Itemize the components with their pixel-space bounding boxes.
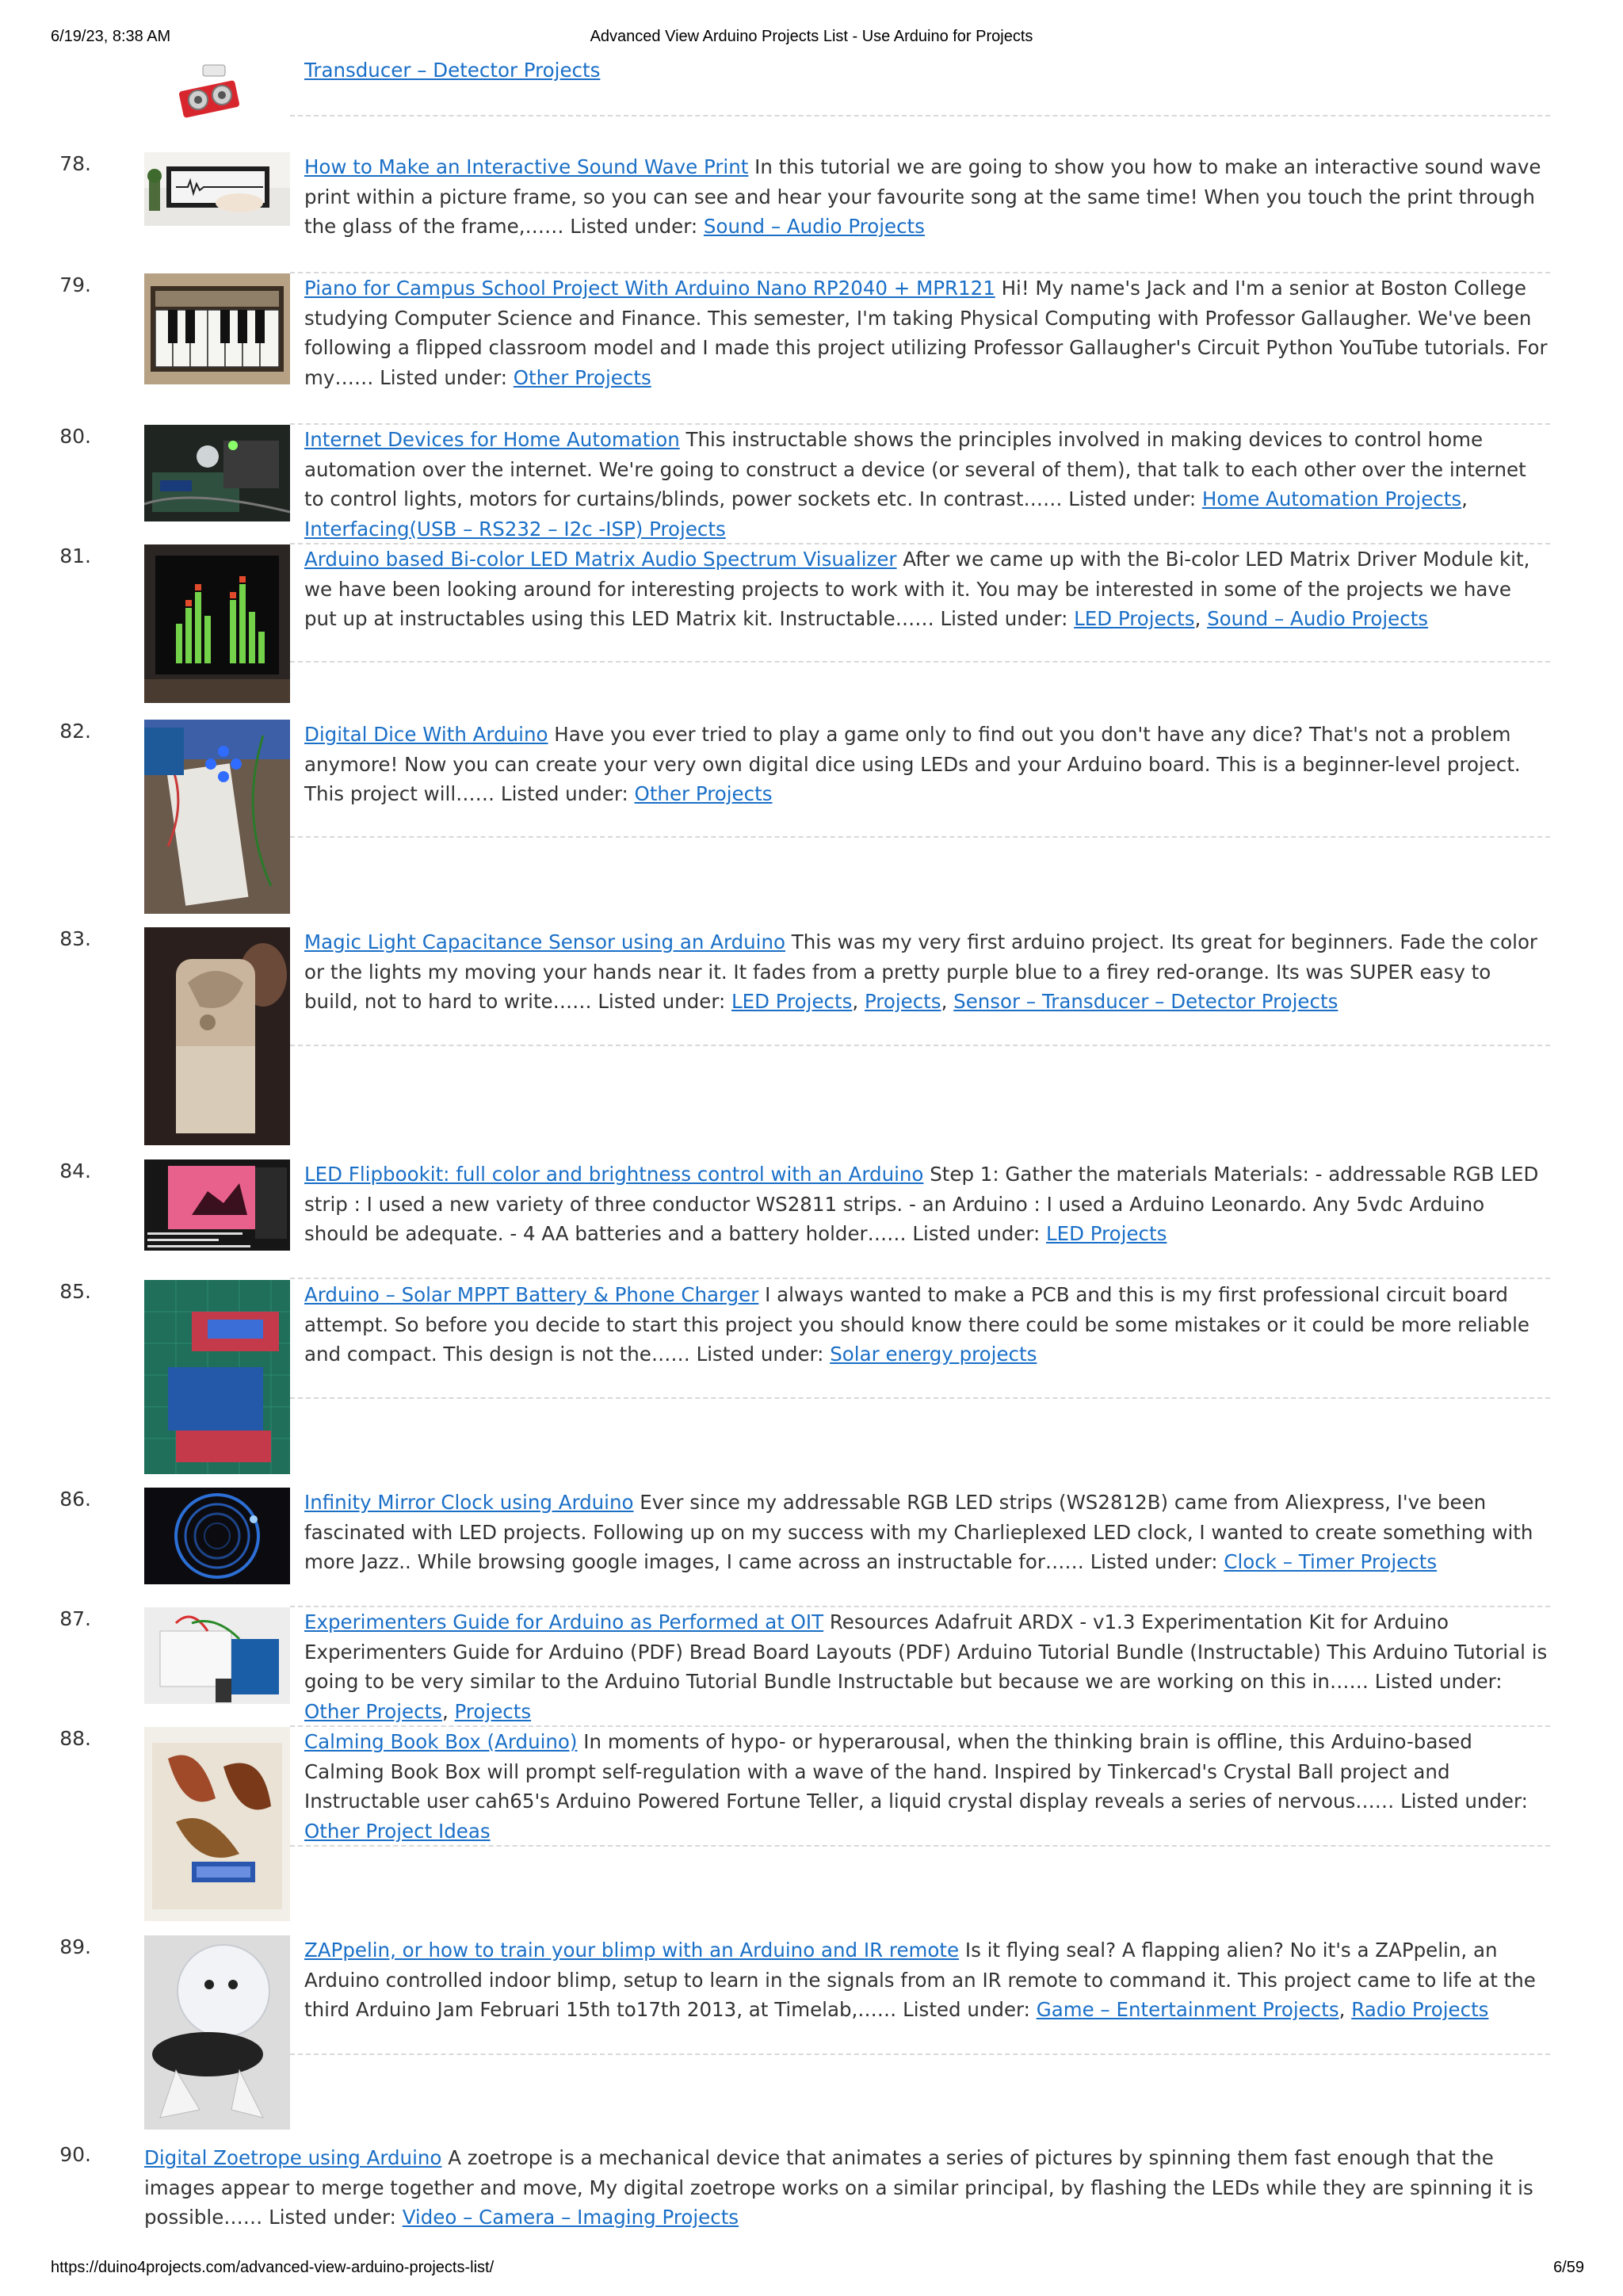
category-link[interactable]: Other Project Ideas bbox=[304, 1819, 491, 1843]
zappelin-blimp-image[interactable] bbox=[144, 1935, 290, 2130]
print-url: https://duino4projects.com/advanced-view-arduino-projects-list/ bbox=[51, 2259, 495, 2276]
infinity-mirror-clock-image[interactable] bbox=[144, 1488, 290, 1584]
project-title-link[interactable]: Magic Light Capacitance Sensor using an Arduino bbox=[304, 930, 786, 953]
category-link[interactable]: Sound – Audio Projects bbox=[1207, 607, 1429, 630]
project-description: Have you ever tried to play a game only to find out you don't have any dice? That's not a problem anymore! Now you can create your very own digital dice using LEDs and your Arduino board. This is a beginner-level project. This project will…… Listed under: bbox=[304, 723, 1521, 805]
item-number: 85. bbox=[59, 1280, 91, 1303]
category-link[interactable]: Clock – Timer Projects bbox=[1224, 1550, 1438, 1573]
separator bbox=[290, 1278, 1550, 1279]
category-link[interactable]: Other Projects bbox=[634, 782, 773, 805]
magic-light-lamp-image[interactable] bbox=[144, 927, 290, 1145]
category-link[interactable]: Sensor – Transducer – Detector Projects bbox=[953, 990, 1338, 1013]
item-number: 79. bbox=[59, 273, 91, 296]
project-description: Is it flying seal? A flapping alien? No it's a ZAPpelin, an Arduino controlled indoor blimp, setup to learn in the signals from an IR remote to command it. This project came to life at the third Arduino Jam Februari 15th to17th 2013, at Timelab,…… Listed under: bbox=[304, 1939, 1536, 2021]
project-description: Step 1: Gather the materials Materials: - addressable RGB LED strip : I used a new variety of three conductor WS2811 strips. - an Arduino : I used a Arduino Leonardo. Any 5vdc Arduino should be adequate. - 4 AA batteries and a battery holder…… Listed under: bbox=[304, 1163, 1539, 1245]
item-text: Arduino based Bi-color LED Matrix Audio Spectrum Visualizer After we came up with the Bi-color LED Matrix Driver Module kit, we have been looking around for interesting projects to work with it. You may be interested in some of the projects we have put up at instructables using this LED Matrix kit. Instructable…… Listed under: LED Projects, Sound – Audio Projects bbox=[304, 548, 1530, 630]
project-title-link[interactable]: Arduino based Bi-color LED Matrix Audio Spectrum Visualizer bbox=[304, 548, 897, 571]
category-link[interactable]: Transducer – Detector Projects bbox=[304, 59, 601, 82]
project-title-link[interactable]: Calming Book Box (Arduino) bbox=[304, 1730, 578, 1753]
category-link[interactable]: Projects bbox=[454, 1699, 532, 1723]
item-number: 81. bbox=[59, 544, 91, 567]
item-text bbox=[304, 152, 1549, 242]
separator bbox=[290, 1845, 1550, 1847]
list-item-fragment bbox=[0, 55, 1623, 119]
category-link[interactable]: Other Projects bbox=[513, 365, 651, 389]
project-description: This was my very first arduino project. Its great for beginners. Fade the color or the lights my moving your hands near it. It fades from a pretty purple blue to a firey red-orange. Its was SUPER easy to build, not to hard to write…… Listed under: bbox=[304, 930, 1538, 1013]
print-footer bbox=[0, 2259, 1623, 2283]
project-description: This instructable shows the principles involved in making devices to control home automation over the internet. We're going to construct a device (or several of them), that talk to each other over the internet to control lights, motors for curtains/blinds, power sockets etc. In contrast…… Listed under: bbox=[304, 428, 1526, 510]
category-link[interactable]: LED Projects bbox=[1074, 607, 1195, 630]
separator bbox=[290, 1397, 1550, 1399]
project-description: In this tutorial we are going to show you how to make an interactive sound wave print within a picture frame, so you can see and hear your favourite song at the same time! When you touch the print through the glass of the frame,…… Listed under: bbox=[304, 155, 1541, 238]
digital-dice-image[interactable] bbox=[144, 720, 290, 914]
category-link[interactable]: Interfacing(USB – RS232 – I2c -ISP) Projects bbox=[304, 517, 726, 541]
item-number: 82. bbox=[59, 720, 91, 743]
separator bbox=[290, 1045, 1550, 1046]
project-description: Hi! My name's Jack and I'm a senior at Boston College studying Computer Science and Finance. This semester, I'm taking Physical Computing with Professor Gallaugher. We've been following a flipped classroom model and I made this project utilizing Professor Gallaugher's Circuit Python YouTube tutorials. For my…… Listed under: bbox=[304, 277, 1548, 389]
campus-piano-image[interactable] bbox=[144, 273, 290, 384]
project-title-link[interactable]: How to Make an Interactive Sound Wave Print bbox=[304, 155, 749, 178]
project-description: A zoetrope is a mechanical device that animates a series of pictures by spinning them fast enough that the images appear to merge together and move, My digital zoetrope works on a similar principal, by flashing the LEDs while they are spinning it is possible…… Listed under: bbox=[144, 2146, 1533, 2229]
project-description: In moments of hypo- or hyperarousal, when the thinking brain is offline, this Arduino-based Calming Book Box will prompt self-regulation with a wave of the hand. Inspired by Tinkercad's Crystal Ball project and Instructable user cah65's Arduino Powered Fortune Teller, a liquid crystal display reveals a series of nervous…… Listed under: bbox=[304, 1730, 1528, 1813]
project-description: Ever since my addressable RGB LED strips (WS2812B) came from Aliexpress, I've been fascinated with LED projects. Following up on my success with my Charlieplexed LED clock, I wanted to create something with more Jazz.. While browsing google images, I came across an instructable for…… Listed under: bbox=[304, 1491, 1533, 1573]
project-title-link[interactable]: Digital Zoetrope using Arduino bbox=[144, 2146, 442, 2169]
item-text: ZAPpelin, or how to train your blimp with an Arduino and IR remote Is it flying seal? A flapping alien? No it's a ZAPpelin, an Arduino controlled indoor blimp, setup to learn in the signals from an IR remote to command it. This project came to life at the third Arduino Jam Februari 15th to17th 2013, at Timelab,…… Listed under: Game – Entertainment Projects, Radio Projects bbox=[304, 1939, 1536, 2021]
print-header bbox=[0, 28, 1623, 52]
separator bbox=[290, 661, 1550, 663]
experimenters-kit-image[interactable] bbox=[144, 1607, 290, 1704]
category-link[interactable]: Home Automation Projects bbox=[1201, 487, 1462, 510]
item-number: 90. bbox=[59, 2143, 91, 2166]
led-matrix-visualizer-image[interactable] bbox=[144, 544, 290, 703]
print-page-title: Advanced View Arduino Projects List - Use Arduino for Projects bbox=[590, 28, 1033, 45]
item-number: 89. bbox=[59, 1935, 91, 1958]
item-text bbox=[304, 720, 1549, 809]
category-link[interactable]: Radio Projects bbox=[1351, 1998, 1489, 2021]
print-page-number: 6/59 bbox=[1553, 2259, 1584, 2276]
category-link[interactable]: Game – Entertainment Projects bbox=[1036, 1998, 1339, 2021]
item-number: 83. bbox=[59, 927, 91, 950]
project-title-link[interactable]: Piano for Campus School Project With Arduino Nano RP2040 + MPR121 bbox=[304, 277, 995, 300]
item-text: Internet Devices for Home Automation This instructable shows the principles involved in making devices to control home automation over the internet. We're going to construct a device (or several of them), that talk to each other over the internet to control lights, motors for curtains/blinds, power sockets etc. In contrast…… Listed under: Home Automation Projects, Interfacing(USB – RS232 – I2c -ISP) Projects bbox=[304, 428, 1526, 541]
item-text: Magic Light Capacitance Sensor using an Arduino This was my very first arduino project. Its great for beginners. Fade the color or the lights my moving your hands near it. It fades from a pretty purple blue to a firey red-orange. Its was SUPER easy to build, not to hard to write…… Listed under: LED Projects, Projects, Sensor – Transducer – Detector Projects bbox=[304, 930, 1538, 1013]
separator bbox=[290, 115, 1550, 117]
solar-charger-image[interactable] bbox=[144, 1280, 290, 1474]
item-text: Experimenters Guide for Arduino as Performed at OIT Resources Adafruit ARDX - v1.3 Experimentation Kit for Arduino Experimenters Guide for Arduino (PDF) Bread Board Layouts (PDF) Arduino Tutorial Bundle (Instructable) This Arduino Tutorial is going to be very similar to the Arduino Tutorial Bundle Instructable but because we are working on this in…… Listed under: Other Projects, Projects bbox=[304, 1610, 1548, 1723]
category-link[interactable]: Sound – Audio Projects bbox=[703, 215, 925, 238]
item-text bbox=[304, 55, 1549, 86]
item-text bbox=[144, 2143, 1551, 2233]
project-title-link[interactable]: Experimenters Guide for Arduino as Performed at OIT bbox=[304, 1610, 824, 1633]
item-text bbox=[304, 1280, 1549, 1370]
project-title-link[interactable]: Internet Devices for Home Automation bbox=[304, 428, 680, 451]
ultrasonic-sensor-image bbox=[144, 55, 290, 123]
category-link[interactable]: Solar energy projects bbox=[830, 1343, 1037, 1366]
sound-wave-print-image[interactable] bbox=[144, 152, 290, 226]
project-title-link[interactable]: Digital Dice With Arduino bbox=[304, 723, 548, 746]
item-number: 86. bbox=[59, 1488, 91, 1511]
item-text bbox=[304, 273, 1549, 392]
led-flipbookit-image[interactable] bbox=[144, 1159, 290, 1251]
category-link[interactable]: LED Projects bbox=[1046, 1222, 1167, 1245]
print-datetime: 6/19/23, 8:38 AM bbox=[51, 28, 171, 45]
project-description: I always wanted to make a PCB and this is my first professional circuit board attempt. So before you decide to start this project you should know there could be some mistakes or it could be more reliable and compact. This design is not the…… Listed under: bbox=[304, 1283, 1529, 1366]
category-link[interactable]: Video – Camera – Imaging Projects bbox=[402, 2206, 739, 2229]
project-title-link[interactable]: Arduino – Solar MPPT Battery & Phone Charger bbox=[304, 1283, 759, 1306]
category-link[interactable]: Other Projects bbox=[304, 1699, 442, 1723]
item-number: 84. bbox=[59, 1159, 91, 1182]
separator bbox=[290, 2053, 1550, 2055]
item-number: 80. bbox=[59, 425, 91, 448]
home-automation-device-image[interactable] bbox=[144, 425, 290, 521]
item-number: 78. bbox=[59, 152, 91, 175]
calming-book-box-image[interactable] bbox=[144, 1727, 290, 1921]
item-number: 87. bbox=[59, 1607, 91, 1630]
project-title-link[interactable]: LED Flipbookit: full color and brightness control with an Arduino bbox=[304, 1163, 924, 1186]
item-text bbox=[304, 1488, 1549, 1577]
project-title-link[interactable]: ZAPpelin, or how to train your blimp with an Arduino and IR remote bbox=[304, 1939, 960, 1962]
separator bbox=[290, 836, 1550, 838]
project-title-link[interactable]: Infinity Mirror Clock using Arduino bbox=[304, 1491, 634, 1514]
item-number: 88. bbox=[59, 1727, 91, 1750]
item-text bbox=[304, 1727, 1549, 1846]
project-description: Resources Adafruit ARDX - v1.3 Experimentation Kit for Arduino Experimenters Guide for Arduino (PDF) Bread Board Layouts (PDF) Arduino Tutorial Bundle (Instructable) This Arduino Tutorial is going to be very similar to the Arduino Tutorial Bundle Instructable but because we are working on this in…… Listed under: bbox=[304, 1610, 1548, 1693]
project-description: After we came up with the Bi-color LED Matrix Driver Module kit, we have been looking around for interesting projects to work with it. You may be interested in some of the projects we have put up at instructables using this LED Matrix kit. Instructable…… Listed under: bbox=[304, 548, 1530, 630]
category-link[interactable]: Projects bbox=[864, 990, 941, 1013]
item-text bbox=[304, 1159, 1549, 1249]
category-link[interactable]: LED Projects bbox=[731, 990, 853, 1013]
